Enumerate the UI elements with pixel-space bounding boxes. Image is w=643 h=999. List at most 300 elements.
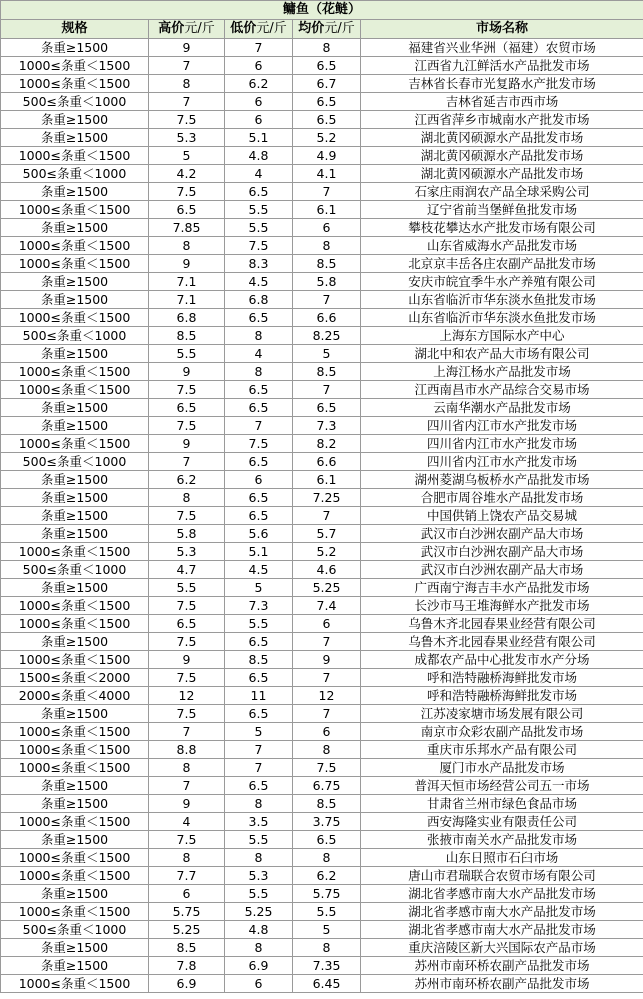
spec-cell: 条重≥1500 <box>1 885 149 903</box>
high-price-cell: 7.5 <box>149 507 225 525</box>
spec-cell: 1000≤条重＜1500 <box>1 543 149 561</box>
spec-cell: 500≤条重＜1000 <box>1 921 149 939</box>
avg-price-cell: 6.5 <box>293 93 361 111</box>
table-row <box>1 381 643 399</box>
spec-cell: 条重≥1500 <box>1 489 149 507</box>
market-name-cell: 湖北省孝感市南大水产品批发市场 <box>361 921 643 939</box>
avg-price-cell: 5 <box>293 921 361 939</box>
table-row <box>1 525 643 543</box>
spec-cell: 条重≥1500 <box>1 273 149 291</box>
spec-cell: 条重≥1500 <box>1 939 149 957</box>
spec-cell: 1000≤条重＜1500 <box>1 759 149 777</box>
market-name-cell: 武汉市白沙洲农副产品大市场 <box>361 561 643 579</box>
table-row <box>1 129 643 147</box>
spec-cell: 条重≥1500 <box>1 777 149 795</box>
spec-cell: 1000≤条重＜1500 <box>1 237 149 255</box>
high-price-cell: 7.5 <box>149 633 225 651</box>
spec-cell: 500≤条重＜1000 <box>1 561 149 579</box>
avg-price-cell: 7 <box>293 705 361 723</box>
table-row <box>1 831 643 849</box>
table-row <box>1 39 643 57</box>
spec-cell: 1000≤条重＜1500 <box>1 903 149 921</box>
high-price-cell: 7.85 <box>149 219 225 237</box>
spec-cell: 条重≥1500 <box>1 399 149 417</box>
market-name-cell: 上海东方国际水产中心 <box>361 327 643 345</box>
spec-cell: 1000≤条重＜1500 <box>1 867 149 885</box>
avg-price-cell: 7.4 <box>293 597 361 615</box>
high-price-cell: 4.2 <box>149 165 225 183</box>
avg-price-cell: 4.6 <box>293 561 361 579</box>
market-name-cell: 合肥市周谷堆水产品批发市场 <box>361 489 643 507</box>
spec-cell: 条重≥1500 <box>1 183 149 201</box>
low-price-cell: 5.3 <box>225 867 293 885</box>
table-row <box>1 111 643 129</box>
market-name-cell: 湖北黄冈硕源水产品批发市场 <box>361 147 643 165</box>
market-name-cell: 江西省萍乡市城南水产批发市场 <box>361 111 643 129</box>
spec-cell: 条重≥1500 <box>1 111 149 129</box>
low-price-cell: 6.5 <box>225 183 293 201</box>
market-name-cell: 攀枝花攀达水产批发市场有限公司 <box>361 219 643 237</box>
table-row <box>1 147 643 165</box>
spec-cell: 1000≤条重＜1500 <box>1 651 149 669</box>
table-row <box>1 957 643 975</box>
high-price-cell: 7.5 <box>149 669 225 687</box>
avg-price-cell: 7.25 <box>293 489 361 507</box>
spec-cell: 条重≥1500 <box>1 291 149 309</box>
table-row <box>1 705 643 723</box>
header-high-price: 高价元/斤 <box>149 20 225 39</box>
low-price-cell: 4 <box>225 165 293 183</box>
low-price-cell: 8 <box>225 795 293 813</box>
spec-cell: 条重≥1500 <box>1 39 149 57</box>
spec-cell: 条重≥1500 <box>1 345 149 363</box>
high-price-cell: 7 <box>149 57 225 75</box>
high-price-cell: 8 <box>149 237 225 255</box>
high-price-cell: 6.5 <box>149 201 225 219</box>
spec-cell: 1000≤条重＜1500 <box>1 309 149 327</box>
market-name-cell: 湖北中和农产品大市场有限公司 <box>361 345 643 363</box>
header-market-name: 市场名称 <box>361 20 643 39</box>
low-price-cell: 11 <box>225 687 293 705</box>
high-price-cell: 7 <box>149 723 225 741</box>
high-price-cell: 5.25 <box>149 921 225 939</box>
low-price-cell: 6 <box>225 975 293 993</box>
high-price-cell: 9 <box>149 651 225 669</box>
high-price-cell: 6 <box>149 885 225 903</box>
avg-price-cell: 7 <box>293 381 361 399</box>
avg-price-cell: 6.2 <box>293 867 361 885</box>
header-spec: 规格 <box>1 20 149 39</box>
table-row <box>1 561 643 579</box>
low-price-cell: 8 <box>225 363 293 381</box>
low-price-cell: 7 <box>225 39 293 57</box>
avg-price-cell: 7.5 <box>293 759 361 777</box>
table-row <box>1 723 643 741</box>
table-row <box>1 579 643 597</box>
low-price-cell: 5.5 <box>225 219 293 237</box>
avg-price-cell: 8 <box>293 849 361 867</box>
table-row <box>1 435 643 453</box>
table-row <box>1 345 643 363</box>
avg-price-cell: 7 <box>293 183 361 201</box>
market-name-cell: 西安海隆实业有限责任公司 <box>361 813 643 831</box>
high-price-cell: 6.5 <box>149 399 225 417</box>
low-price-cell: 6.5 <box>225 507 293 525</box>
low-price-cell: 5 <box>225 723 293 741</box>
market-name-cell: 江西南昌市水产品综合交易市场 <box>361 381 643 399</box>
table-row <box>1 57 643 75</box>
avg-price-cell: 7 <box>293 291 361 309</box>
low-price-cell: 5.5 <box>225 615 293 633</box>
table-row <box>1 327 643 345</box>
low-price-cell: 7 <box>225 741 293 759</box>
low-price-cell: 3.5 <box>225 813 293 831</box>
high-price-cell: 8.5 <box>149 939 225 957</box>
avg-price-cell: 6.75 <box>293 777 361 795</box>
avg-price-cell: 5.25 <box>293 579 361 597</box>
market-name-cell: 乌鲁木齐北园春果业经营有限公司 <box>361 633 643 651</box>
table-row <box>1 75 643 93</box>
low-price-cell: 8 <box>225 327 293 345</box>
avg-price-cell: 6.1 <box>293 201 361 219</box>
spec-cell: 1000≤条重＜1500 <box>1 849 149 867</box>
high-price-cell: 7.7 <box>149 867 225 885</box>
avg-price-cell: 12 <box>293 687 361 705</box>
spec-cell: 条重≥1500 <box>1 957 149 975</box>
high-price-cell: 6.2 <box>149 471 225 489</box>
avg-price-cell: 9 <box>293 651 361 669</box>
market-name-cell: 山东省临沂市华东淡水鱼批发市场 <box>361 309 643 327</box>
low-price-cell: 4.5 <box>225 273 293 291</box>
low-price-cell: 7 <box>225 417 293 435</box>
avg-price-cell: 6 <box>293 723 361 741</box>
table-row <box>1 183 643 201</box>
market-name-cell: 武汉市白沙洲农副产品大市场 <box>361 525 643 543</box>
low-price-cell: 6.5 <box>225 489 293 507</box>
avg-price-cell: 6.7 <box>293 75 361 93</box>
low-price-cell: 7.5 <box>225 237 293 255</box>
high-price-cell: 12 <box>149 687 225 705</box>
avg-price-cell: 5.2 <box>293 129 361 147</box>
high-price-cell: 7.5 <box>149 417 225 435</box>
high-price-cell: 7.5 <box>149 381 225 399</box>
high-price-cell: 7 <box>149 93 225 111</box>
avg-price-cell: 6.5 <box>293 831 361 849</box>
table-row <box>1 975 643 993</box>
avg-price-cell: 6.6 <box>293 453 361 471</box>
avg-price-cell: 8 <box>293 237 361 255</box>
market-name-cell: 云南华潮水产品批发市场 <box>361 399 643 417</box>
high-price-cell: 8.5 <box>149 327 225 345</box>
spec-cell: 500≤条重＜1000 <box>1 93 149 111</box>
avg-price-cell: 8 <box>293 939 361 957</box>
avg-price-cell: 5.5 <box>293 903 361 921</box>
low-price-cell: 8.3 <box>225 255 293 273</box>
high-price-cell: 7.5 <box>149 831 225 849</box>
spec-cell: 条重≥1500 <box>1 507 149 525</box>
table-row <box>1 633 643 651</box>
spec-cell: 条重≥1500 <box>1 831 149 849</box>
low-price-cell: 5.25 <box>225 903 293 921</box>
avg-price-cell: 8 <box>293 741 361 759</box>
high-price-cell: 4 <box>149 813 225 831</box>
low-price-cell: 5.5 <box>225 831 293 849</box>
spec-cell: 500≤条重＜1000 <box>1 165 149 183</box>
market-name-cell: 山东省临沂市华东淡水鱼批发市场 <box>361 291 643 309</box>
low-price-cell: 6.9 <box>225 957 293 975</box>
high-price-cell: 7.1 <box>149 291 225 309</box>
high-price-cell: 5.5 <box>149 345 225 363</box>
market-name-cell: 武汉市白沙洲农副产品大市场 <box>361 543 643 561</box>
spec-cell: 500≤条重＜1000 <box>1 453 149 471</box>
spec-cell: 1000≤条重＜1500 <box>1 615 149 633</box>
high-price-cell: 5 <box>149 147 225 165</box>
high-price-cell: 7.5 <box>149 597 225 615</box>
header-avg-price: 均价元/斤 <box>293 20 361 39</box>
low-price-cell: 6.2 <box>225 75 293 93</box>
market-name-cell: 甘肃省兰州市绿色食品市场 <box>361 795 643 813</box>
low-price-cell: 4.8 <box>225 921 293 939</box>
table-row <box>1 903 643 921</box>
market-name-cell: 石家庄雨润农产品全球采购公司 <box>361 183 643 201</box>
low-price-cell: 6.5 <box>225 309 293 327</box>
table-row <box>1 867 643 885</box>
table-row <box>1 921 643 939</box>
table-row <box>1 291 643 309</box>
low-price-cell: 4.8 <box>225 147 293 165</box>
high-price-cell: 5.8 <box>149 525 225 543</box>
market-name-cell: 吉林省长春市光复路水产批发市场 <box>361 75 643 93</box>
avg-price-cell: 7.35 <box>293 957 361 975</box>
high-price-cell: 8 <box>149 75 225 93</box>
high-price-cell: 6.9 <box>149 975 225 993</box>
high-price-cell: 7.1 <box>149 273 225 291</box>
market-name-cell: 四川省内江市水产批发市场 <box>361 453 643 471</box>
spec-cell: 500≤条重＜1000 <box>1 327 149 345</box>
avg-price-cell: 6.6 <box>293 309 361 327</box>
table-row <box>1 543 643 561</box>
low-price-cell: 6.5 <box>225 633 293 651</box>
table-row <box>1 363 643 381</box>
table-row <box>1 615 643 633</box>
low-price-cell: 7.3 <box>225 597 293 615</box>
spec-cell: 1000≤条重＜1500 <box>1 57 149 75</box>
low-price-cell: 5.6 <box>225 525 293 543</box>
high-price-cell: 5.75 <box>149 903 225 921</box>
market-name-cell: 乌鲁木齐北园春果业经营有限公司 <box>361 615 643 633</box>
avg-price-cell: 4.9 <box>293 147 361 165</box>
market-name-cell: 湖北省孝感市南大水产品批发市场 <box>361 903 643 921</box>
market-name-cell: 湖州菱湖乌板桥水产品批发市场 <box>361 471 643 489</box>
table-row <box>1 219 643 237</box>
market-name-cell: 苏州市南环桥农副产品批发市场 <box>361 975 643 993</box>
table-row <box>1 165 643 183</box>
spec-cell: 1000≤条重＜1500 <box>1 147 149 165</box>
low-price-cell: 6.5 <box>225 381 293 399</box>
high-price-cell: 7.5 <box>149 705 225 723</box>
spec-cell: 1000≤条重＜1500 <box>1 435 149 453</box>
low-price-cell: 6 <box>225 93 293 111</box>
avg-price-cell: 6 <box>293 615 361 633</box>
spec-cell: 条重≥1500 <box>1 705 149 723</box>
table-row <box>1 309 643 327</box>
market-name-cell: 重庆市乐邦水产品有限公司 <box>361 741 643 759</box>
low-price-cell: 6.5 <box>225 705 293 723</box>
market-name-cell: 呼和浩特融桥海鲜批发市场 <box>361 669 643 687</box>
market-name-cell: 苏州市南环桥农副产品批发市场 <box>361 957 643 975</box>
table-row <box>1 759 643 777</box>
market-name-cell: 成都农产品中心批发市水产分场 <box>361 651 643 669</box>
low-price-cell: 5 <box>225 579 293 597</box>
high-price-cell: 9 <box>149 795 225 813</box>
table-row <box>1 201 643 219</box>
table-row <box>1 939 643 957</box>
spec-cell: 1000≤条重＜1500 <box>1 363 149 381</box>
high-price-cell: 9 <box>149 39 225 57</box>
low-price-cell: 4.5 <box>225 561 293 579</box>
high-price-cell: 7 <box>149 453 225 471</box>
high-price-cell: 8 <box>149 759 225 777</box>
market-name-cell: 山东省威海水产品批发市场 <box>361 237 643 255</box>
low-price-cell: 5.1 <box>225 129 293 147</box>
spec-cell: 条重≥1500 <box>1 219 149 237</box>
avg-price-cell: 8.5 <box>293 363 361 381</box>
high-price-cell: 6.8 <box>149 309 225 327</box>
low-price-cell: 5.5 <box>225 201 293 219</box>
header-low-price: 低价元/斤 <box>225 20 293 39</box>
spec-cell: 条重≥1500 <box>1 579 149 597</box>
avg-price-cell: 8 <box>293 39 361 57</box>
low-price-cell: 6 <box>225 57 293 75</box>
market-name-cell: 福建省兴业华洲（福建）农贸市场 <box>361 39 643 57</box>
market-name-cell: 山东日照市石臼市场 <box>361 849 643 867</box>
spec-cell: 1000≤条重＜1500 <box>1 75 149 93</box>
high-price-cell: 7.8 <box>149 957 225 975</box>
spec-cell: 1000≤条重＜1500 <box>1 813 149 831</box>
table-row <box>1 741 643 759</box>
high-price-cell: 4.7 <box>149 561 225 579</box>
high-price-cell: 6.5 <box>149 615 225 633</box>
avg-price-cell: 3.75 <box>293 813 361 831</box>
market-name-cell: 中国供销上饶农产品交易城 <box>361 507 643 525</box>
avg-price-cell: 8.5 <box>293 795 361 813</box>
low-price-cell: 6 <box>225 471 293 489</box>
spec-cell: 1000≤条重＜1500 <box>1 201 149 219</box>
table-row <box>1 651 643 669</box>
avg-price-cell: 8.25 <box>293 327 361 345</box>
market-name-cell: 唐山市君瑞联合农贸市场有限公司 <box>361 867 643 885</box>
table-row <box>1 813 643 831</box>
table-row <box>1 453 643 471</box>
market-name-cell: 四川省内江市水产批发市场 <box>361 435 643 453</box>
avg-price-cell: 8.5 <box>293 255 361 273</box>
market-name-cell: 广西南宁海吉丰水产品批发市场 <box>361 579 643 597</box>
low-price-cell: 6.5 <box>225 777 293 795</box>
table-row <box>1 471 643 489</box>
spec-cell: 2000≤条重＜4000 <box>1 687 149 705</box>
low-price-cell: 8.5 <box>225 651 293 669</box>
high-price-cell: 8.8 <box>149 741 225 759</box>
avg-price-cell: 5 <box>293 345 361 363</box>
spec-cell: 1500≤条重＜2000 <box>1 669 149 687</box>
table-row <box>1 399 643 417</box>
low-price-cell: 7 <box>225 759 293 777</box>
table-row <box>1 93 643 111</box>
high-price-cell: 9 <box>149 255 225 273</box>
spec-cell: 1000≤条重＜1500 <box>1 741 149 759</box>
spec-cell: 1000≤条重＜1500 <box>1 255 149 273</box>
market-name-cell: 江西省九江鲜活水产品批发市场 <box>361 57 643 75</box>
low-price-cell: 8 <box>225 849 293 867</box>
table-row <box>1 885 643 903</box>
low-price-cell: 6.5 <box>225 453 293 471</box>
market-name-cell: 张掖市南关水产品批发市场 <box>361 831 643 849</box>
avg-price-cell: 7 <box>293 507 361 525</box>
avg-price-cell: 4.1 <box>293 165 361 183</box>
market-name-cell: 普洱天恒市场经营公司五一市场 <box>361 777 643 795</box>
avg-price-cell: 7.3 <box>293 417 361 435</box>
table-row <box>1 849 643 867</box>
spec-cell: 条重≥1500 <box>1 525 149 543</box>
spec-cell: 条重≥1500 <box>1 795 149 813</box>
market-name-cell: 南京市众彩农副产品批发市场 <box>361 723 643 741</box>
market-name-cell: 四川省内江市水产批发市场 <box>361 417 643 435</box>
low-price-cell: 5.1 <box>225 543 293 561</box>
table-row <box>1 507 643 525</box>
spec-cell: 1000≤条重＜1500 <box>1 597 149 615</box>
high-price-cell: 7 <box>149 777 225 795</box>
table-row <box>1 777 643 795</box>
low-price-cell: 6 <box>225 111 293 129</box>
avg-price-cell: 6.5 <box>293 111 361 129</box>
avg-price-cell: 7 <box>293 669 361 687</box>
avg-price-cell: 7 <box>293 633 361 651</box>
table-row <box>1 237 643 255</box>
high-price-cell: 5.3 <box>149 543 225 561</box>
low-price-cell: 5.5 <box>225 885 293 903</box>
market-name-cell: 上海江杨水产品批发市场 <box>361 363 643 381</box>
spec-cell: 条重≥1500 <box>1 417 149 435</box>
table-row <box>1 687 643 705</box>
spec-cell: 条重≥1500 <box>1 471 149 489</box>
low-price-cell: 8 <box>225 939 293 957</box>
low-price-cell: 6.5 <box>225 399 293 417</box>
market-name-cell: 吉林省延吉市西市场 <box>361 93 643 111</box>
market-name-cell: 辽宁省前当堡鲜鱼批发市场 <box>361 201 643 219</box>
high-price-cell: 5.3 <box>149 129 225 147</box>
spec-cell: 1000≤条重＜1500 <box>1 381 149 399</box>
market-name-cell: 安庆市皖宜季牛水产养殖有限公司 <box>361 273 643 291</box>
table-row <box>1 417 643 435</box>
high-price-cell: 8 <box>149 489 225 507</box>
market-name-cell: 呼和浩特融桥海鲜批发市场 <box>361 687 643 705</box>
low-price-cell: 6.5 <box>225 669 293 687</box>
spec-cell: 1000≤条重＜1500 <box>1 723 149 741</box>
low-price-cell: 6.8 <box>225 291 293 309</box>
spec-cell: 1000≤条重＜1500 <box>1 975 149 993</box>
market-name-cell: 北京京丰岳各庄农副产品批发市场 <box>361 255 643 273</box>
table-row <box>1 273 643 291</box>
avg-price-cell: 6 <box>293 219 361 237</box>
high-price-cell: 7.5 <box>149 183 225 201</box>
market-name-cell: 厦门市水产品批发市场 <box>361 759 643 777</box>
table-row <box>1 255 643 273</box>
avg-price-cell: 6.5 <box>293 399 361 417</box>
market-name-cell: 长沙市马王堆海鲜水产批发市场 <box>361 597 643 615</box>
avg-price-cell: 8.2 <box>293 435 361 453</box>
avg-price-cell: 5.8 <box>293 273 361 291</box>
table-row <box>1 669 643 687</box>
